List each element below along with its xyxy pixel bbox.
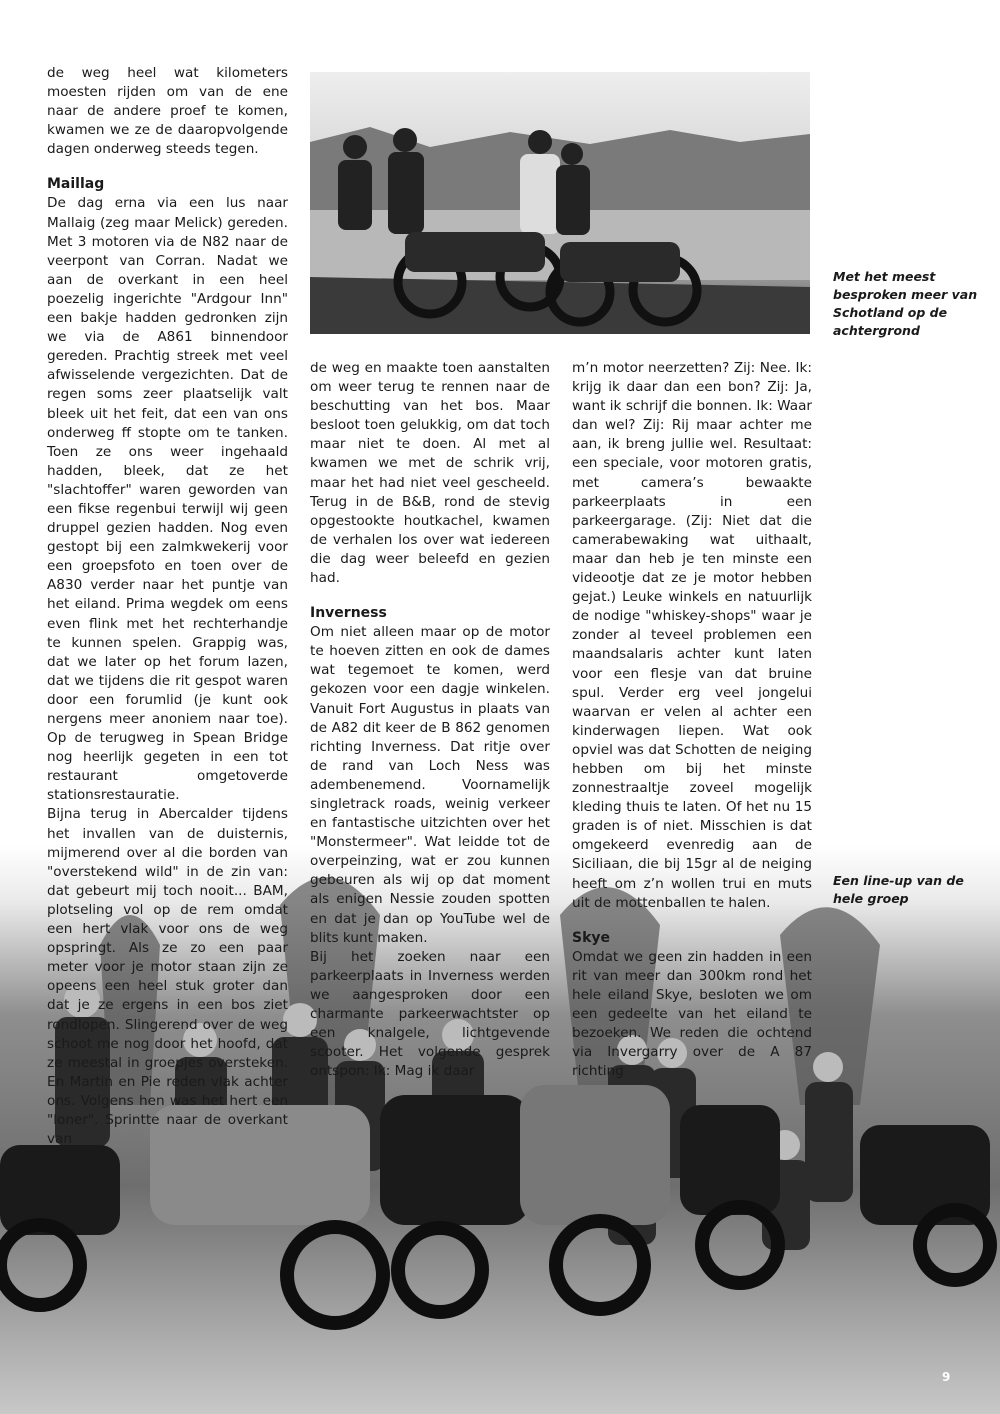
motorcycle-body-shape: [560, 242, 680, 282]
caption-bottom: Een line-up van de hele groep: [833, 873, 964, 906]
column3-paragraph-1: m’n motor neerzetten? Zij: Nee. Ik: krijg ik daar dan een bon? Zij: Ja, want ik schrijf die bonnen. Ik: Waar dan wel? Zij: Rij maar achter me aan, ik breng jullie wel. Resultaat: een speciale, voor motoren gratis, met camera’s bewaakte parkeerplaats in een parkeergarage. (Zij: Niet dat die camerabewaking wat uithaalt, maar dan heb je ten minste een videootje dat ze je motor hebben gejat.) Leuke winkels en natuurlijk de nodige "whiskey-shops" waar je zonder al teveel problemen een maandsalaris achter kunt laten voor een flesje van dat bruine spul. Verder erg veel jongelui waarvan er velen al achter een kinderwagen liepen. Wat ook opviel was dat Schotten de neiging hebben om bij het minste zonnestraaltje zoveel mogelijk kleding thuis te laten. Of het nu 15 graden is of niet. Misschien is dat omgekeerd evenredig aan de Siciliaan, die bij 15gr al de neiging heeft om z’n wollen trui en muts uit de mottenballen te halen.: [572, 360, 812, 911]
column1-paragraph-1: De dag erna via een lus naar Mallaig (zeg maar Melick) gereden. Met 3 motoren via de N82 naar de veerpont van Corran. Nadat we aan de overkant in een heel poezelig ingerichte "Ardgour Inn" een bakje hadden gedronken zijn we via de A861 binnendoor gereden. Prachtig streek met veel afwisselende vergezichten. Dat de regen soms zeer plaatselijk valt bleek uit het feit, dat een van ons onderweg ff stopte om te tanken. Toen ze ons weer ingehaald hadden, bleek, dat ze het "slachtoffer" waren geworden van een fikse regenbui terwijl wij geen druppel gezien hadden. Nog even gestopt bij een zalmkwekerij voor een groepsfoto en toen over de A830 verder naar het puntje van het eiland. Prima wegdek om eens even flink met het rechterhandje te kunnen spelen. Grappig was, dat we later op het forum lazen, dat we tijdens die rit gespot waren door een forumlid (je kunt ook nergens meer anoniem naar toe). Op de terugweg in Spean Bridge nog heerlijk gegeten in een tot restaurant omgetoverde stationsrestauratie.: [47, 195, 288, 804]
article-column-1: [47, 64, 288, 1149]
rider-head-shape: [528, 130, 552, 154]
motorcycle-wheel-shape: [556, 1221, 644, 1309]
rider-head-shape: [393, 128, 417, 152]
rider-head-shape: [561, 143, 583, 165]
heading-maillag: Maillag: [47, 176, 105, 193]
heading-skye: Skye: [572, 929, 611, 946]
motorcycle-wheel-shape: [287, 1227, 383, 1323]
motorcycle-body-shape: [680, 1105, 780, 1215]
rider-body-shape: [338, 160, 372, 230]
motorcycle-body-shape: [405, 232, 545, 272]
person-body-shape: [805, 1082, 853, 1202]
photo-riders-lake: [310, 72, 810, 334]
motorcycle-wheel-shape: [398, 1228, 482, 1312]
photo-riders-lake-image: [310, 72, 810, 334]
rider-body-shape: [520, 154, 560, 234]
rider-body-shape: [556, 165, 590, 235]
caption-top: Met het meest besproken meer van Schotland op de achtergrond: [833, 269, 978, 338]
article-column-3: [572, 359, 812, 1081]
column1-intro: de weg heel wat kilometers moesten rijden om van de ene naar de andere proef te komen, kwamen we ze de daaropvolgende dagen onderweg steeds tegen.: [47, 65, 288, 158]
column3-paragraph-2: Omdat we geen zin hadden in een rit van meer dan 300km rond het hele eiland Skye, besloten we om een gedeelte van het eiland te bezoeken. We reden die ochtend via Invergarry over de A 87 richting: [572, 948, 812, 1080]
column2-paragraph-2: Om niet alleen maar op de motor te hoeven zitten en ook de dames wat tegemoet te komen, werd gekozen voor een dagje winkelen. Vanuit Fort Augustus in plaats van de A82 dit keer de B 862 genomen richting Inverness. Dat ritje over de rand van Loch Ness was adembenemend. Voornamelijk singletrack roads, weinig verkeer en fantastische uitzichten over het "Monstermeer". Wat leidde tot de overpeinzing, wat er zou kunnen gebeuren als wij op dat moment als enigen Nessie zouden spotten en dat je dan op YouTube wel de blits kunt maken.: [310, 624, 550, 946]
motorcycle-body-shape: [380, 1095, 530, 1225]
page-number: 9: [942, 1370, 951, 1384]
rider-body-shape: [388, 152, 424, 234]
motorcycle-body-shape: [0, 1145, 120, 1235]
person-head-shape: [813, 1052, 843, 1082]
column2-paragraph-3: Bij het zoeken naar een parkeerplaats in Inverness werden we aangesproken door een charmante parkeerwachtster op een knalgele, lichtgevende scooter. Het volgende gesprek ontspon: Ik: Mag ik daar: [310, 948, 550, 1080]
article-column-2: [310, 359, 550, 1081]
column1-paragraph-2: Bijna terug in Abercalder tijdens het invallen van de duisternis, mijmerend over al die borden van "overstekend wild" in de zin van: dat gebeurt mij toch nooit... BAM, plotseling vol op de rem omdat een hert vlak voor ons de weg opspringt. Als ze zo een paar meter voor je motor staan zijn ze opeens een heel stuk groter dan dat je ze ergens in een bos ziet rondlopen. Slingerend over de weg schoot me nog door het hoofd, dat ze meestal in groepjes oversteken. En Martin en Pie reden vlak achter ons. Volgens hen was het hert een "loner". Sprintte naar de overkant van: [47, 806, 288, 1148]
column2-paragraph-1: de weg en maakte toen aanstalten om weer terug te rennen naar de beschutting van het bos. Maar besloot toen gelukkig, om dat toch maar niet te doen. Al met al kwamen we met de schrik vrij, maar het had niet veel gescheeld. Terug in de B&B, rond de stevig opgestookte houtkachel, kwamen de verhalen los over wat iedereen die dag weer beleefd en gezien had.: [310, 360, 550, 587]
heading-inverness: Inverness: [310, 605, 387, 622]
motorcycle-wheel-shape: [0, 1225, 80, 1305]
motorcycle-body-shape: [520, 1085, 670, 1225]
rider-head-shape: [343, 135, 367, 159]
